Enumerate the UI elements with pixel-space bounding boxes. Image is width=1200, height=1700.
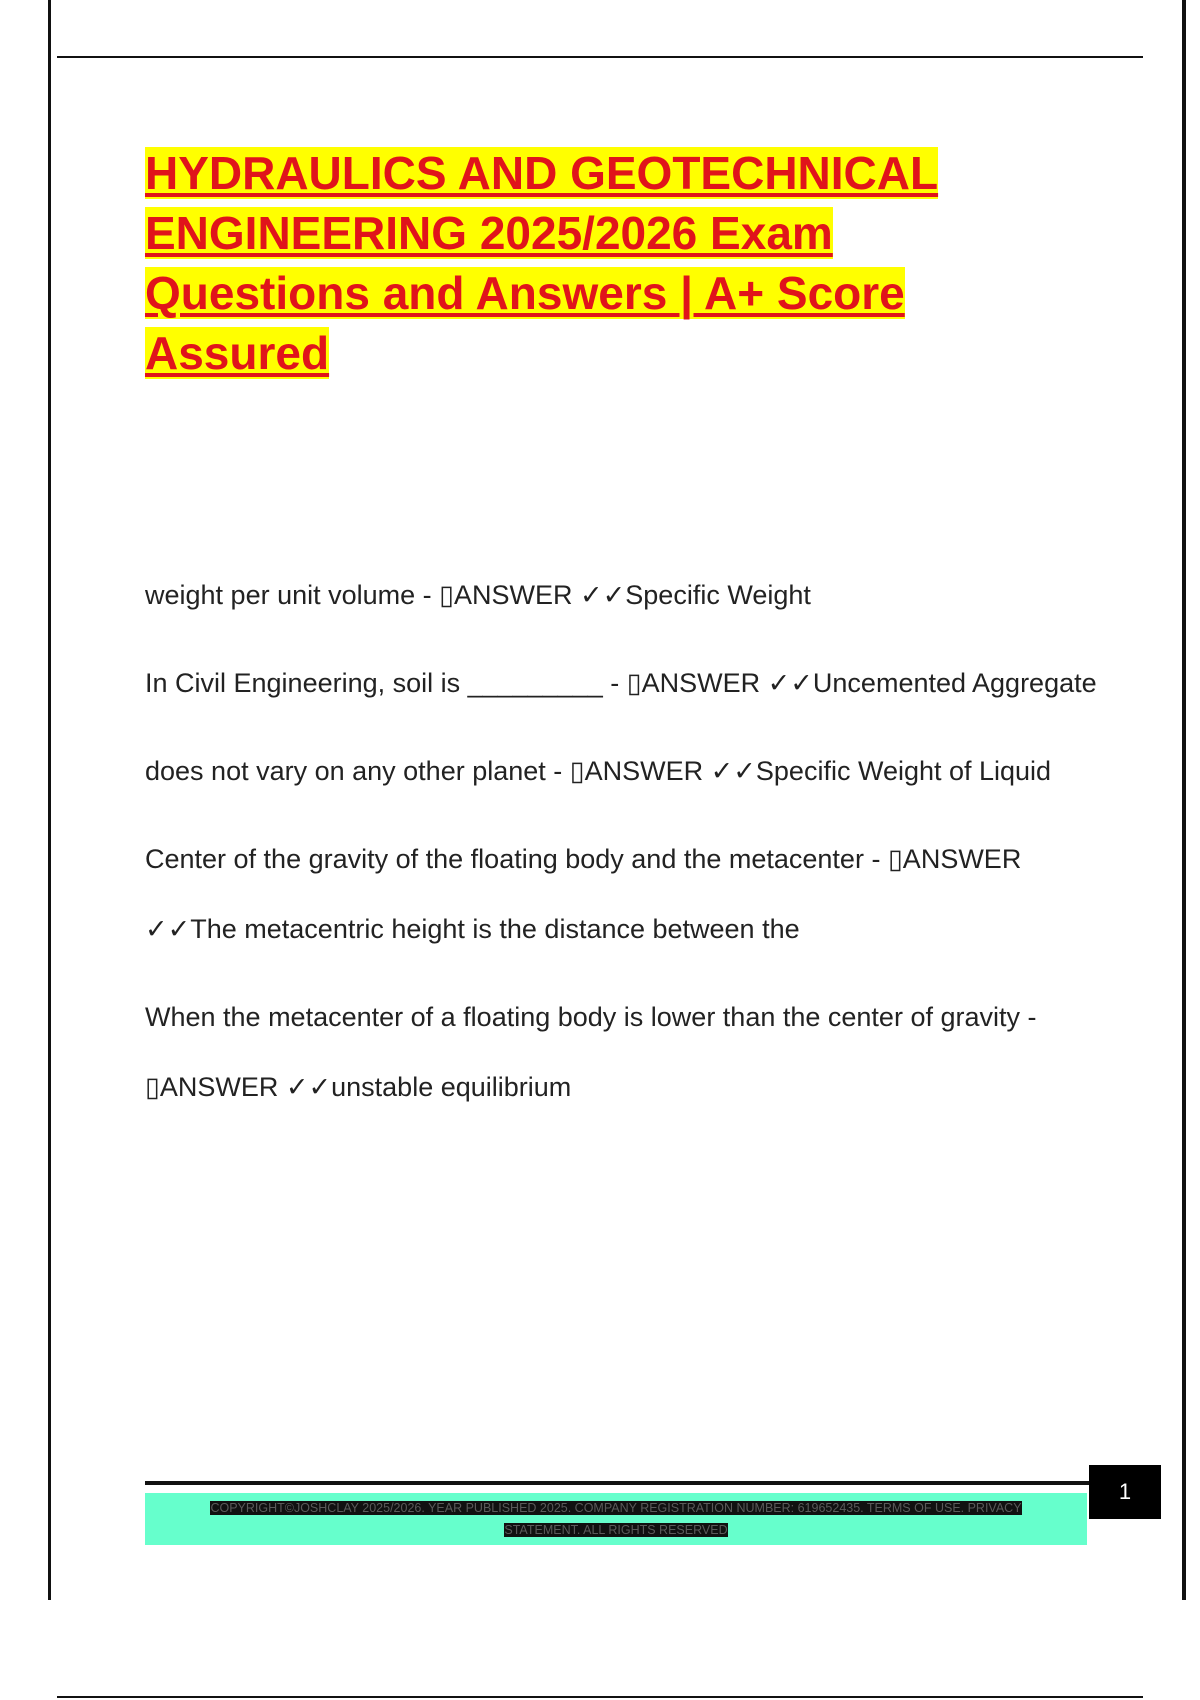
answer-text: Specific Weight of Liquid (755, 756, 1052, 786)
answer-marker: ▯ANSWER ✓✓ (439, 580, 626, 610)
question-text: weight per unit volume (145, 580, 416, 610)
answer-text: Uncemented Aggregate (812, 668, 1097, 698)
document-title-text: HYDRAULICS AND GEOTECHNICAL ENGINEERING 2025/2026 Exam Questions and Answers | A+ Score Assured (145, 147, 939, 379)
answer-marker: ▯ANSWER ✓✓ (626, 668, 813, 698)
qa-list (145, 560, 1105, 1140)
answer-marker: ▯ANSWER ✓✓ (145, 844, 1029, 944)
answer-text: The metacentric height is the distance between the (190, 914, 800, 944)
qa-item (145, 736, 1105, 806)
page-number: 1 (1089, 1465, 1161, 1519)
page-border-right (1182, 0, 1186, 1600)
qa-item (145, 982, 1105, 1122)
question-separator: - (415, 580, 440, 610)
answer-text: unstable equilibrium (331, 1072, 572, 1102)
page-border-left (48, 0, 51, 1600)
answer-text: Specific Weight (625, 580, 811, 610)
question-separator: - (545, 756, 570, 786)
answer-marker: ▯ANSWER ✓✓ (145, 1072, 332, 1102)
copyright-notice (176, 1497, 1056, 1541)
question-separator: - (602, 668, 627, 698)
copyright-text: COPYRIGHT©JOSHCLAY 2025/2026. YEAR PUBLISHED 2025. COMPANY REGISTRATION NUMBER: 619652435. TERMS OF USE. PRIVACY STATEMENT. ALL RIGHTS RESERVED (210, 1501, 1022, 1537)
question-text: Center of the gravity of the floating body and the metacenter (145, 844, 864, 874)
qa-item (145, 824, 1105, 964)
page-bottom-rule (57, 1696, 1143, 1698)
footer-rule (145, 1481, 1090, 1485)
question-text: does not vary on any other planet (145, 756, 546, 786)
question-text: When the metacenter of a floating body is lower than the center of gravity (145, 1002, 1020, 1032)
document-title (145, 143, 1005, 383)
question-text: In Civil Engineering, soil is _________ (145, 668, 603, 698)
answer-marker: ▯ANSWER ✓✓ (569, 756, 756, 786)
question-separator: - (863, 844, 888, 874)
qa-item (145, 560, 1105, 630)
question-separator: - (1019, 1002, 1044, 1032)
qa-item (145, 648, 1105, 718)
copyright-band (145, 1493, 1087, 1545)
header-rule (57, 56, 1143, 58)
